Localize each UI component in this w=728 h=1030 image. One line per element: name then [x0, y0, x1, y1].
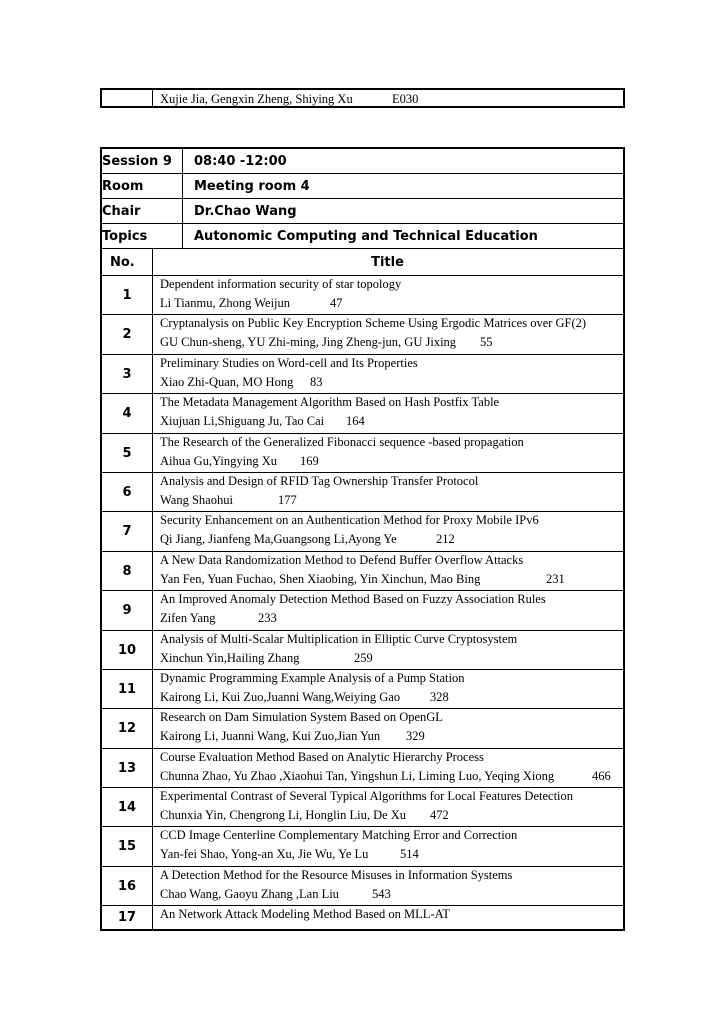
session-table: [100, 147, 625, 931]
paper-title: The Research of the Generalized Fibonacci sequence -based propagation: [160, 434, 524, 449]
cell-divider: [152, 276, 153, 314]
table-row: [102, 552, 623, 591]
table-row: [102, 394, 623, 433]
cell-divider: [152, 867, 153, 905]
paper-page: 233: [258, 611, 277, 626]
header-label: Session 9: [102, 154, 172, 169]
paper-page: 169: [300, 453, 319, 468]
paper-title: Analysis and Design of RFID Tag Ownership Transfer Protocol: [160, 473, 479, 488]
paper-page: 466: [592, 768, 611, 783]
column-header-row: [102, 249, 623, 276]
header-value: Autonomic Computing and Technical Education: [194, 229, 538, 244]
cell-divider: [152, 670, 153, 708]
paper-title: Analysis of Multi-Scalar Multiplication in Elliptic Curve Cryptosystem: [160, 631, 518, 646]
paper-authors: Zifen Yang: [160, 611, 216, 626]
chair-row: [102, 199, 623, 224]
table-row: [102, 315, 623, 354]
cell-divider: [152, 434, 153, 472]
session-row: [102, 149, 623, 174]
table-row: [102, 631, 623, 670]
paper-title: Research on Dam Simulation System Based on OpenGL: [160, 710, 443, 725]
paper-title: CCD Image Centerline Complementary Matching Error and Correction: [160, 828, 518, 843]
paper-authors: Wang Shaohui: [160, 492, 233, 507]
paper-number: 4: [122, 406, 132, 422]
table-row: [102, 827, 623, 866]
paper-page: 212: [436, 532, 455, 547]
cell-divider: [152, 749, 153, 787]
paper-page: 83: [310, 374, 323, 389]
paper-authors: Aihua Gu,Yingying Xu: [160, 453, 278, 468]
header-value: Dr.Chao Wang: [194, 204, 297, 219]
table-row: [102, 867, 623, 906]
table-row: [102, 749, 623, 788]
cell-divider: [152, 394, 153, 432]
paper-page: 514: [400, 847, 419, 862]
paper-number: 2: [122, 327, 132, 343]
paper-number: 1: [122, 288, 132, 303]
table-row: [102, 670, 623, 709]
top-table-row: [100, 88, 625, 108]
paper-title: Security Enhancement on an Authentication Method for Proxy Mobile IPv6: [160, 513, 539, 528]
column-header-no: No.: [110, 255, 135, 270]
room-row: [102, 174, 623, 199]
cell-divider: [152, 631, 153, 669]
table-row: [102, 709, 623, 748]
cell-divider: [152, 512, 153, 550]
header-label: Room: [102, 179, 144, 194]
paper-authors: Xinchun Yin,Hailing Zhang: [160, 650, 300, 665]
paper-authors: Chunna Zhao, Yu Zhao ,Xiaohui Tan, Yingshun Li, Liming Luo, Yeqing Xiong: [160, 768, 555, 783]
cell-divider: [152, 788, 153, 826]
cell-divider: [152, 906, 153, 929]
header-label: Chair: [102, 204, 141, 219]
paper-authors: Chao Wang, Gaoyu Zhang ,Lan Liu: [160, 886, 339, 901]
paper-authors: Yan Fen, Yuan Fuchao, Shen Xiaobing, Yin Xinchun, Mao Bing: [160, 571, 481, 586]
paper-number: 15: [117, 839, 137, 855]
table-row: [102, 788, 623, 827]
paper-authors: Xiao Zhi-Quan, MO Hong: [160, 374, 294, 389]
paper-page: 329: [406, 729, 425, 744]
cell-divider: [152, 355, 153, 393]
paper-number: 16: [117, 878, 137, 894]
paper-authors: Kairong Li, Juanni Wang, Kui Zuo,Jian Yun: [160, 729, 381, 744]
paper-title: A Detection Method for the Resource Misuses in Information Systems: [160, 867, 513, 882]
paper-title: An Improved Anomaly Detection Method Based on Fuzzy Association Rules: [160, 592, 546, 607]
paper-page: 55: [480, 335, 493, 350]
paper-page: 328: [430, 689, 449, 704]
paper-number: 12: [117, 721, 137, 737]
paper-title: The Metadata Management Algorithm Based on Hash Postfix Table: [160, 395, 500, 410]
cell-divider: [182, 224, 183, 248]
paper-page: 259: [354, 650, 373, 665]
paper-title: Dynamic Programming Example Analysis of a Pump Station: [160, 670, 465, 685]
paper-code: E030: [392, 92, 419, 106]
paper-number: 10: [117, 642, 137, 658]
paper-authors: Li Tianmu, Zhong Weijun: [160, 296, 291, 310]
cell-divider: [152, 827, 153, 865]
cell-divider: [152, 315, 153, 353]
paper-authors: Xiujuan Li,Shiguang Ju, Tao Cai: [160, 414, 325, 429]
paper-authors: Chunxia Yin, Chengrong Li, Honglin Liu, De Xu: [160, 808, 407, 823]
paper-number: 6: [122, 484, 132, 500]
topics-row: [102, 224, 623, 249]
paper-number: 7: [122, 524, 132, 540]
table-row: [102, 434, 623, 473]
header-value: Meeting room 4: [194, 179, 310, 194]
paper-number: 9: [122, 603, 132, 619]
cell-divider: [182, 149, 183, 173]
paper-title: Cryptanalysis on Public Key Encryption Scheme Using Ergodic Matrices over GF(2): [160, 316, 587, 331]
table-row: [102, 906, 623, 929]
paper-authors: Xujie Jia, Gengxin Zheng, Shiying Xu: [160, 92, 353, 106]
paper-page: 164: [346, 414, 365, 429]
paper-number: 8: [122, 563, 132, 579]
paper-authors: GU Chun-sheng, YU Zhi-ming, Jing Zheng-jun, GU Jixing: [160, 335, 457, 350]
paper-number: 14: [117, 800, 137, 816]
cell-divider: [182, 199, 183, 223]
paper-title: A New Data Randomization Method to Defend Buffer Overflow Attacks: [160, 552, 524, 567]
cell-divider: [152, 552, 153, 590]
cell-divider: [152, 473, 153, 511]
header-value: 08:40 -12:00: [194, 154, 287, 169]
header-label: Topics: [102, 229, 148, 244]
paper-title: Preliminary Studies on Word-cell and Its Properties: [160, 355, 418, 370]
column-header-title: Title: [371, 255, 404, 270]
paper-number: 3: [122, 366, 132, 382]
paper-authors: Yan-fei Shao, Yong-an Xu, Jie Wu, Ye Lu: [160, 847, 369, 862]
cell-divider: [182, 174, 183, 198]
paper-number: 17: [117, 910, 137, 926]
paper-title: An Network Attack Modeling Method Based on MLL-AT: [160, 907, 450, 922]
cell-divider: [152, 90, 153, 106]
table-row: [102, 276, 623, 315]
paper-authors: Qi Jiang, Jianfeng Ma,Guangsong Li,Ayong Ye: [160, 532, 397, 547]
paper-page: 231: [546, 571, 565, 586]
table-row: [102, 473, 623, 512]
paper-authors: Kairong Li, Kui Zuo,Juanni Wang,Weiying Gao: [160, 689, 401, 704]
table-row: [102, 591, 623, 630]
cell-divider: [152, 591, 153, 629]
paper-page: 543: [372, 886, 391, 901]
paper-number: 13: [117, 760, 137, 776]
paper-list: [102, 276, 623, 929]
paper-number: 11: [117, 681, 137, 697]
paper-page: 47: [330, 296, 343, 310]
paper-page: 472: [430, 808, 449, 823]
paper-title: Course Evaluation Method Based on Analytic Hierarchy Process: [160, 749, 484, 764]
paper-title: Dependent information security of star topology: [160, 277, 402, 291]
paper-title: Experimental Contrast of Several Typical Algorithms for Local Features Detection: [160, 789, 574, 804]
cell-divider: [152, 709, 153, 747]
paper-number: 5: [122, 445, 132, 461]
table-row: [102, 512, 623, 551]
paper-page: 177: [278, 492, 297, 507]
table-row: [102, 355, 623, 394]
